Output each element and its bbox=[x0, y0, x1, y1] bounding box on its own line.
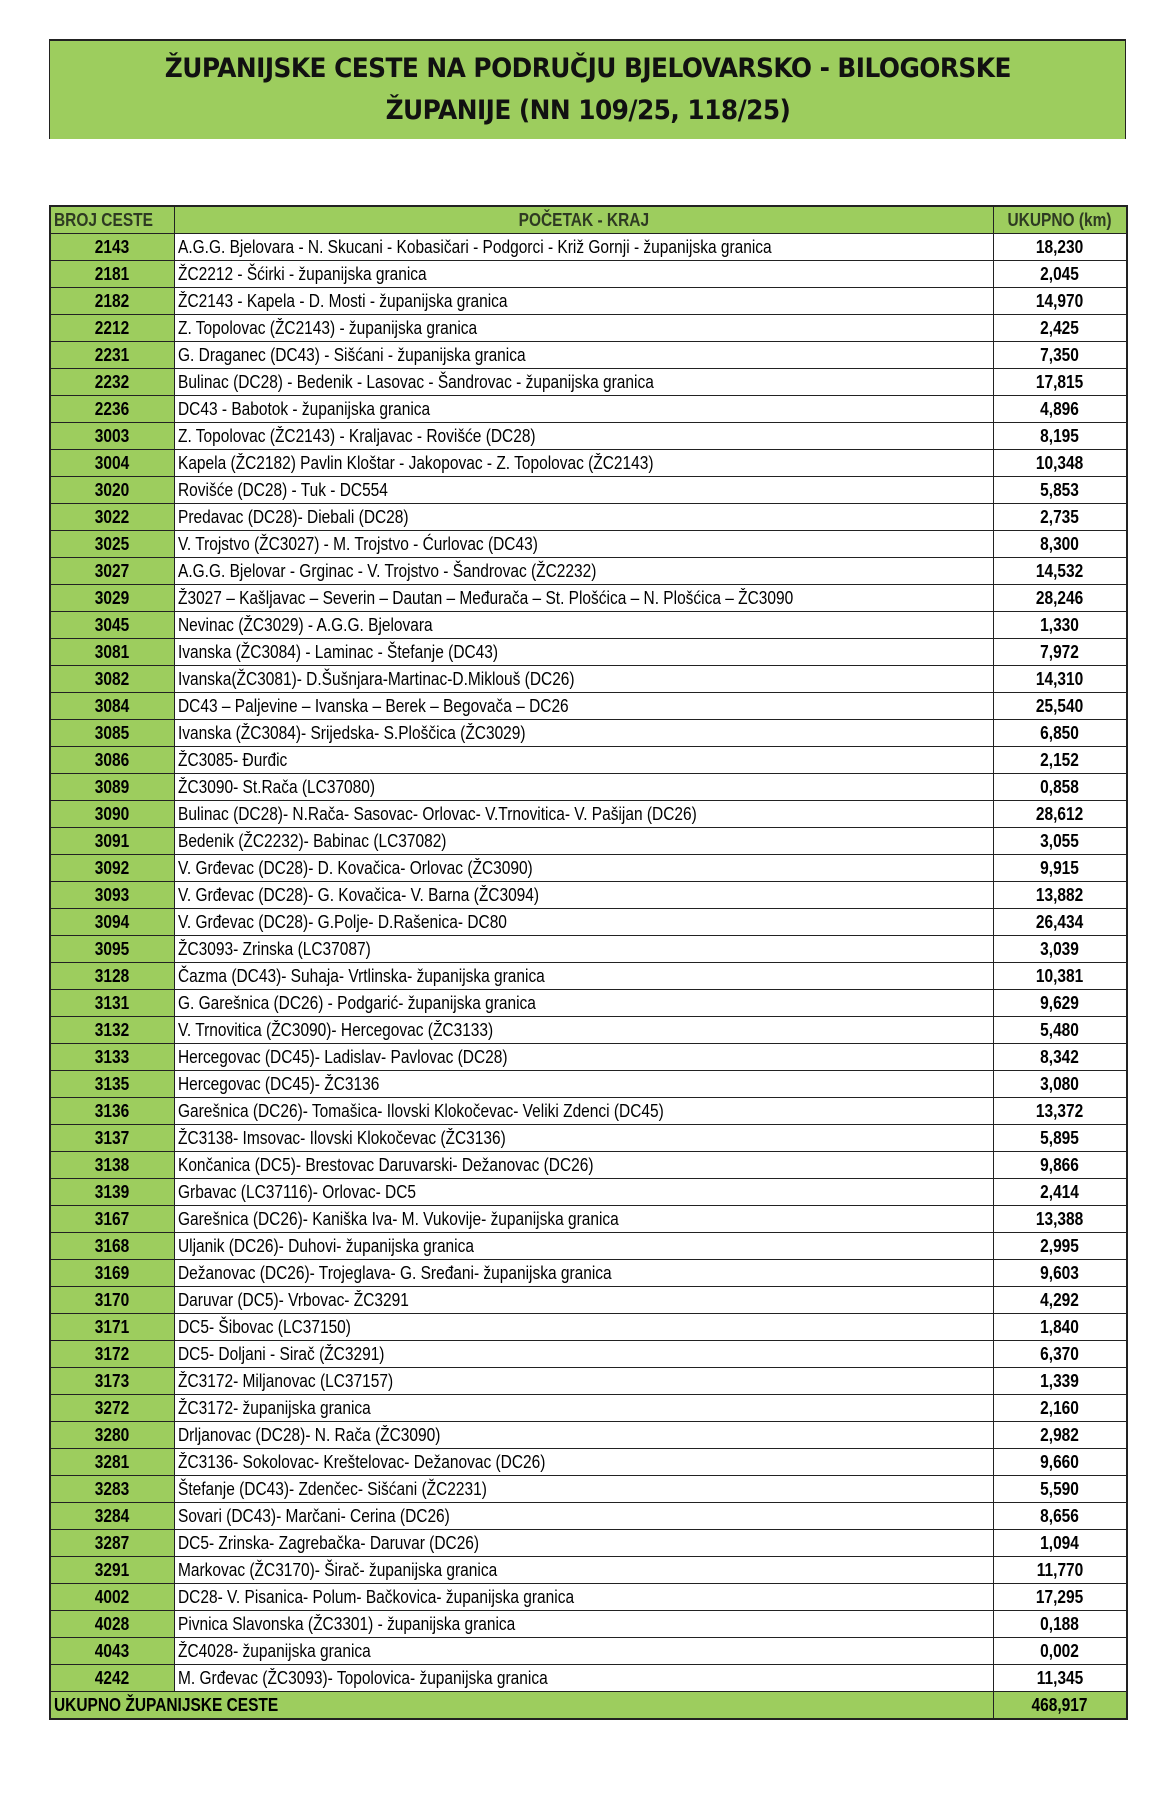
road-start-end: Bedenik (ŽC2232)- Babinac (LC37082) bbox=[174, 828, 993, 855]
road-length-km: 14,970 bbox=[993, 288, 1127, 315]
road-start-end: G. Garešnica (DC26) - Podgarić- županijska granica bbox=[174, 990, 993, 1017]
table-row bbox=[50, 1260, 1127, 1287]
table-row bbox=[50, 288, 1127, 315]
road-number: 3283 bbox=[50, 1476, 174, 1503]
table-row bbox=[50, 504, 1127, 531]
road-number: 3173 bbox=[50, 1368, 174, 1395]
road-length-km: 25,540 bbox=[993, 693, 1127, 720]
table-row bbox=[50, 1179, 1127, 1206]
road-number: 2182 bbox=[50, 288, 174, 315]
road-length-km: 26,434 bbox=[993, 909, 1127, 936]
road-start-end: Dežanovac (DC26)- Trojeglava- G. Sređani- županijska granica bbox=[174, 1260, 993, 1287]
road-number: 3136 bbox=[50, 1098, 174, 1125]
road-start-end: V. Grđevac (DC28)- G. Kovačica- V. Barna (ŽC3094) bbox=[174, 882, 993, 909]
table-header-row bbox=[50, 206, 1127, 234]
road-start-end: Čazma (DC43)- Suhaja- Vrtlinska- županijska granica bbox=[174, 963, 993, 990]
road-start-end: Ivanska (ŽC3084) - Laminac - Štefanje (DC43) bbox=[174, 639, 993, 666]
table-row bbox=[50, 639, 1127, 666]
road-length-km: 17,815 bbox=[993, 369, 1127, 396]
road-start-end: ŽC4028- županijska granica bbox=[174, 1638, 993, 1665]
table-row bbox=[50, 963, 1127, 990]
road-number: 3284 bbox=[50, 1503, 174, 1530]
road-number: 3139 bbox=[50, 1179, 174, 1206]
table-row bbox=[50, 855, 1127, 882]
road-start-end: G. Draganec (DC43) - Sišćani - županijska granica bbox=[174, 342, 993, 369]
road-length-km: 7,350 bbox=[993, 342, 1127, 369]
table-row bbox=[50, 720, 1127, 747]
road-length-km: 17,295 bbox=[993, 1584, 1127, 1611]
road-start-end: DC5- Doljani - Sirač (ŽC3291) bbox=[174, 1341, 993, 1368]
road-number: 3272 bbox=[50, 1395, 174, 1422]
table-body bbox=[50, 234, 1127, 1692]
road-start-end: Predavac (DC28)- Diebali (DC28) bbox=[174, 504, 993, 531]
road-number: 3093 bbox=[50, 882, 174, 909]
road-number: 3092 bbox=[50, 855, 174, 882]
table-row bbox=[50, 315, 1127, 342]
road-number: 3169 bbox=[50, 1260, 174, 1287]
table-row bbox=[50, 774, 1127, 801]
road-start-end: Markovac (ŽC3170)- Širač- županijska granica bbox=[174, 1557, 993, 1584]
road-number: 3094 bbox=[50, 909, 174, 936]
road-number: 3022 bbox=[50, 504, 174, 531]
road-length-km: 2,425 bbox=[993, 315, 1127, 342]
road-length-km: 5,853 bbox=[993, 477, 1127, 504]
table-row bbox=[50, 1125, 1127, 1152]
road-length-km: 1,840 bbox=[993, 1314, 1127, 1341]
table-row bbox=[50, 1314, 1127, 1341]
road-length-km: 6,370 bbox=[993, 1341, 1127, 1368]
table-row bbox=[50, 261, 1127, 288]
road-number: 3137 bbox=[50, 1125, 174, 1152]
table-row bbox=[50, 342, 1127, 369]
table-row bbox=[50, 1449, 1127, 1476]
road-start-end: DC5- Šibovac (LC37150) bbox=[174, 1314, 993, 1341]
road-length-km: 8,300 bbox=[993, 531, 1127, 558]
road-length-km: 4,292 bbox=[993, 1287, 1127, 1314]
table-row bbox=[50, 1287, 1127, 1314]
road-start-end: DC43 - Babotok - županijska granica bbox=[174, 396, 993, 423]
road-start-end: ŽC3090- St.Rača (LC37080) bbox=[174, 774, 993, 801]
road-length-km: 2,735 bbox=[993, 504, 1127, 531]
road-length-km: 2,414 bbox=[993, 1179, 1127, 1206]
road-number: 3131 bbox=[50, 990, 174, 1017]
table-row bbox=[50, 234, 1127, 261]
table-row bbox=[50, 450, 1127, 477]
road-length-km: 10,381 bbox=[993, 963, 1127, 990]
road-length-km: 0,858 bbox=[993, 774, 1127, 801]
document-title bbox=[49, 39, 1126, 139]
road-length-km: 28,246 bbox=[993, 585, 1127, 612]
road-start-end: Štefanje (DC43)- Zdenčec- Sišćani (ŽC2231) bbox=[174, 1476, 993, 1503]
road-length-km: 1,339 bbox=[993, 1368, 1127, 1395]
road-start-end: Drljanovac (DC28)- N. Rača (ŽC3090) bbox=[174, 1422, 993, 1449]
table-row bbox=[50, 1422, 1127, 1449]
column-header-total-km: UKUPNO (km) bbox=[993, 206, 1127, 234]
road-length-km: 7,972 bbox=[993, 639, 1127, 666]
road-length-km: 5,480 bbox=[993, 1017, 1127, 1044]
road-start-end: ŽC3136- Sokolovac- Kreštelovac- Dežanovac (DC26) bbox=[174, 1449, 993, 1476]
road-length-km: 2,982 bbox=[993, 1422, 1127, 1449]
table-row bbox=[50, 1341, 1127, 1368]
road-number: 3280 bbox=[50, 1422, 174, 1449]
road-number: 3086 bbox=[50, 747, 174, 774]
road-length-km: 13,882 bbox=[993, 882, 1127, 909]
road-length-km: 14,310 bbox=[993, 666, 1127, 693]
road-number: 3027 bbox=[50, 558, 174, 585]
road-number: 3171 bbox=[50, 1314, 174, 1341]
road-number: 4043 bbox=[50, 1638, 174, 1665]
county-roads-table bbox=[49, 205, 1128, 1720]
road-length-km: 9,866 bbox=[993, 1152, 1127, 1179]
table-row bbox=[50, 1044, 1127, 1071]
table-row bbox=[50, 612, 1127, 639]
table-row bbox=[50, 1152, 1127, 1179]
road-length-km: 28,612 bbox=[993, 801, 1127, 828]
road-number: 3172 bbox=[50, 1341, 174, 1368]
road-number: 3168 bbox=[50, 1233, 174, 1260]
road-start-end: Bulinac (DC28)- N.Rača- Sasovac- Orlovac- V.Trnovitica- V. Pašijan (DC26) bbox=[174, 801, 993, 828]
road-number: 3085 bbox=[50, 720, 174, 747]
road-start-end: Kapela (ŽC2182) Pavlin Kloštar - Jakopovac - Z. Topolovac (ŽC2143) bbox=[174, 450, 993, 477]
road-start-end: Hercegovac (DC45)- Ladislav- Pavlovac (DC28) bbox=[174, 1044, 993, 1071]
road-length-km: 2,160 bbox=[993, 1395, 1127, 1422]
road-length-km: 14,532 bbox=[993, 558, 1127, 585]
road-length-km: 8,656 bbox=[993, 1503, 1127, 1530]
table-row bbox=[50, 666, 1127, 693]
road-start-end: DC5- Zrinska- Zagrebačka- Daruvar (DC26) bbox=[174, 1530, 993, 1557]
road-number: 3128 bbox=[50, 963, 174, 990]
road-start-end: DC43 – Paljevine – Ivanska – Berek – Begovača – DC26 bbox=[174, 693, 993, 720]
table-row bbox=[50, 396, 1127, 423]
table-row bbox=[50, 1503, 1127, 1530]
road-number: 4242 bbox=[50, 1665, 174, 1692]
road-number: 3020 bbox=[50, 477, 174, 504]
table-row bbox=[50, 1395, 1127, 1422]
table-row bbox=[50, 936, 1127, 963]
table-row bbox=[50, 1368, 1127, 1395]
table-row bbox=[50, 1098, 1127, 1125]
road-number: 3029 bbox=[50, 585, 174, 612]
road-start-end: Hercegovac (DC45)- ŽC3136 bbox=[174, 1071, 993, 1098]
road-length-km: 1,094 bbox=[993, 1530, 1127, 1557]
road-length-km: 11,770 bbox=[993, 1557, 1127, 1584]
road-number: 2232 bbox=[50, 369, 174, 396]
road-number: 3095 bbox=[50, 936, 174, 963]
table-row bbox=[50, 585, 1127, 612]
road-start-end: Garešnica (DC26)- Kaniška Iva- M. Vukovije- županijska granica bbox=[174, 1206, 993, 1233]
road-start-end: Nevinac (ŽC3029) - A.G.G. Bjelovara bbox=[174, 612, 993, 639]
road-length-km: 8,195 bbox=[993, 423, 1127, 450]
road-number: 3281 bbox=[50, 1449, 174, 1476]
road-start-end: V. Grđevac (DC28)- G.Polje- D.Rašenica- DC80 bbox=[174, 909, 993, 936]
road-start-end: ŽC2212 - Šćirki - županijska granica bbox=[174, 261, 993, 288]
road-length-km: 13,388 bbox=[993, 1206, 1127, 1233]
road-start-end: M. Grđevac (ŽC3093)- Topolovica- županijska granica bbox=[174, 1665, 993, 1692]
road-number: 3084 bbox=[50, 693, 174, 720]
table-row bbox=[50, 693, 1127, 720]
table-row bbox=[50, 747, 1127, 774]
road-length-km: 0,188 bbox=[993, 1611, 1127, 1638]
road-start-end: ŽC2143 - Kapela - D. Mosti - županijska granica bbox=[174, 288, 993, 315]
road-length-km: 0,002 bbox=[993, 1638, 1127, 1665]
road-start-end: Sovari (DC43)- Marčani- Cerina (DC26) bbox=[174, 1503, 993, 1530]
road-number: 2231 bbox=[50, 342, 174, 369]
road-number: 3045 bbox=[50, 612, 174, 639]
table-row bbox=[50, 1530, 1127, 1557]
road-number: 3082 bbox=[50, 666, 174, 693]
table-row bbox=[50, 1233, 1127, 1260]
road-length-km: 4,896 bbox=[993, 396, 1127, 423]
road-number: 3025 bbox=[50, 531, 174, 558]
road-start-end: Uljanik (DC26)- Duhovi- županijska granica bbox=[174, 1233, 993, 1260]
road-start-end: Ivanska(ŽC3081)- D.Šušnjara-Martinac-D.Miklouš (DC26) bbox=[174, 666, 993, 693]
title-line-2: ŽUPANIJE (NN 109/25, 118/25) bbox=[385, 95, 790, 126]
road-number: 3003 bbox=[50, 423, 174, 450]
total-label: UKUPNO ŽUPANIJSKE CESTE bbox=[50, 1692, 993, 1720]
road-number: 3133 bbox=[50, 1044, 174, 1071]
road-start-end: Končanica (DC5)- Brestovac Daruvarski- Dežanovac (DC26) bbox=[174, 1152, 993, 1179]
road-start-end: Garešnica (DC26)- Tomašica- Ilovski Klokočevac- Veliki Zdenci (DC45) bbox=[174, 1098, 993, 1125]
road-length-km: 3,055 bbox=[993, 828, 1127, 855]
road-number: 3167 bbox=[50, 1206, 174, 1233]
road-length-km: 3,080 bbox=[993, 1071, 1127, 1098]
road-number: 3170 bbox=[50, 1287, 174, 1314]
road-start-end: Ž3027 – Kašljavac – Severin – Dautan – Međurača – St. Plošćica – N. Plošćica – ŽC3090 bbox=[174, 585, 993, 612]
road-start-end: Pivnica Slavonska (ŽC3301) - županijska granica bbox=[174, 1611, 993, 1638]
road-start-end: ŽC3093- Zrinska (LC37087) bbox=[174, 936, 993, 963]
table-row bbox=[50, 828, 1127, 855]
road-start-end: Rovišće (DC28) - Tuk - DC554 bbox=[174, 477, 993, 504]
table-row bbox=[50, 1017, 1127, 1044]
road-number: 3091 bbox=[50, 828, 174, 855]
road-number: 3135 bbox=[50, 1071, 174, 1098]
table-row bbox=[50, 1557, 1127, 1584]
total-value: 468,917 bbox=[993, 1692, 1127, 1720]
road-start-end: Bulinac (DC28) - Bedenik - Lasovac - Šandrovac - županijska granica bbox=[174, 369, 993, 396]
road-length-km: 9,660 bbox=[993, 1449, 1127, 1476]
road-number: 3004 bbox=[50, 450, 174, 477]
road-number: 3138 bbox=[50, 1152, 174, 1179]
road-number: 2181 bbox=[50, 261, 174, 288]
road-start-end: Z. Topolovac (ŽC2143) - Kraljavac - Rovišće (DC28) bbox=[174, 423, 993, 450]
road-start-end: Ivanska (ŽC3084)- Srijedska- S.Ploščica (ŽC3029) bbox=[174, 720, 993, 747]
road-length-km: 8,342 bbox=[993, 1044, 1127, 1071]
table-row bbox=[50, 1476, 1127, 1503]
table-row bbox=[50, 477, 1127, 504]
table-row bbox=[50, 1071, 1127, 1098]
road-length-km: 6,850 bbox=[993, 720, 1127, 747]
table-row bbox=[50, 369, 1127, 396]
road-start-end: V. Trojstvo (ŽC3027) - M. Trojstvo - Ćurlovac (DC43) bbox=[174, 531, 993, 558]
road-number: 4028 bbox=[50, 1611, 174, 1638]
table-row bbox=[50, 909, 1127, 936]
road-length-km: 1,330 bbox=[993, 612, 1127, 639]
table-row bbox=[50, 1665, 1127, 1692]
table-row bbox=[50, 882, 1127, 909]
road-start-end: ŽC3138- Imsovac- Ilovski Klokočevac (ŽC3136) bbox=[174, 1125, 993, 1152]
road-start-end: ŽC3085- Đurđic bbox=[174, 747, 993, 774]
road-length-km: 2,152 bbox=[993, 747, 1127, 774]
column-header-start-end: POČETAK - KRAJ bbox=[174, 206, 993, 234]
road-start-end: V. Grđevac (DC28)- D. Kovačica- Orlovac (ŽC3090) bbox=[174, 855, 993, 882]
road-start-end: A.G.G. Bjelovara - N. Skucani - Kobasičari - Podgorci - Križ Gornji - županijska granica bbox=[174, 234, 993, 261]
road-number: 2236 bbox=[50, 396, 174, 423]
road-number: 3132 bbox=[50, 1017, 174, 1044]
road-start-end: Grbavac (LC37116)- Orlovac- DC5 bbox=[174, 1179, 993, 1206]
road-length-km: 2,995 bbox=[993, 1233, 1127, 1260]
road-number: 3081 bbox=[50, 639, 174, 666]
road-start-end: Daruvar (DC5)- Vrbovac- ŽC3291 bbox=[174, 1287, 993, 1314]
road-start-end: V. Trnovitica (ŽC3090)- Hercegovac (ŽC3133) bbox=[174, 1017, 993, 1044]
table-row bbox=[50, 990, 1127, 1017]
table-row bbox=[50, 1206, 1127, 1233]
table-row bbox=[50, 1584, 1127, 1611]
table-row bbox=[50, 1611, 1127, 1638]
road-number: 2212 bbox=[50, 315, 174, 342]
road-length-km: 5,895 bbox=[993, 1125, 1127, 1152]
road-number: 3287 bbox=[50, 1530, 174, 1557]
table-row bbox=[50, 531, 1127, 558]
table-footer-row bbox=[50, 1692, 1127, 1720]
road-number: 3291 bbox=[50, 1557, 174, 1584]
road-length-km: 11,345 bbox=[993, 1665, 1127, 1692]
road-length-km: 13,372 bbox=[993, 1098, 1127, 1125]
road-length-km: 9,915 bbox=[993, 855, 1127, 882]
road-length-km: 18,230 bbox=[993, 234, 1127, 261]
title-line-1: ŽUPANIJSKE CESTE NA PODRUČJU BJELOVARSKO - BILOGORSKE bbox=[164, 53, 1011, 84]
road-length-km: 9,603 bbox=[993, 1260, 1127, 1287]
road-number: 2143 bbox=[50, 234, 174, 261]
road-start-end: A.G.G. Bjelovar - Grginac - V. Trojstvo - Šandrovac (ŽC2232) bbox=[174, 558, 993, 585]
road-start-end: Z. Topolovac (ŽC2143) - županijska granica bbox=[174, 315, 993, 342]
road-number: 3089 bbox=[50, 774, 174, 801]
column-header-road-number: BROJ CESTE bbox=[50, 206, 174, 234]
road-length-km: 9,629 bbox=[993, 990, 1127, 1017]
road-length-km: 2,045 bbox=[993, 261, 1127, 288]
road-start-end: DC28- V. Pisanica- Polum- Bačkovica- županijska granica bbox=[174, 1584, 993, 1611]
table-row bbox=[50, 1638, 1127, 1665]
road-length-km: 5,590 bbox=[993, 1476, 1127, 1503]
table-row bbox=[50, 558, 1127, 585]
road-length-km: 3,039 bbox=[993, 936, 1127, 963]
table-row bbox=[50, 423, 1127, 450]
table-row bbox=[50, 801, 1127, 828]
road-length-km: 10,348 bbox=[993, 450, 1127, 477]
road-number: 3090 bbox=[50, 801, 174, 828]
road-number: 4002 bbox=[50, 1584, 174, 1611]
road-start-end: ŽC3172- županijska granica bbox=[174, 1395, 993, 1422]
road-start-end: ŽC3172- Miljanovac (LC37157) bbox=[174, 1368, 993, 1395]
